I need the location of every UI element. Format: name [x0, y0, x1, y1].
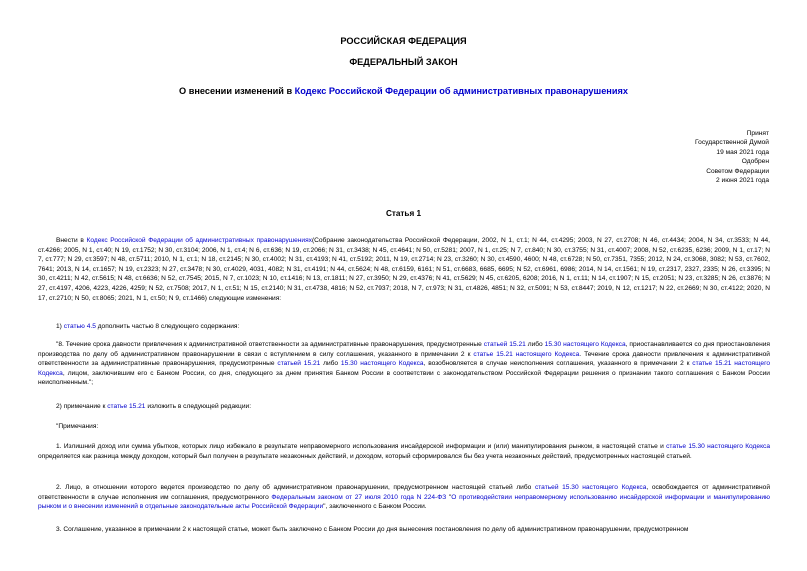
title-prefix: О внесении изменений в [179, 86, 295, 96]
item1-prefix: 1) [56, 323, 64, 330]
part8-text-a: "8. Течение срока давности привлечения к административной ответственности за административные правонарушения, предусмотренные [56, 341, 484, 348]
note2-article-15-30-link[interactable]: статьей 15.30 настоящего Кодекса [534, 484, 647, 491]
part8-text-f: , возобновляется в случае неисполнения соглашения, указанного в примечании 2 к [423, 360, 693, 368]
article-15-21-code-link-2[interactable]: статье 15.21 настоящего Кодекса [38, 360, 771, 377]
insider-law-title-link[interactable]: О противодействии неправомерному использованию инсайдерской информации и манипулированию рынком и о внесении изменений в отдельные законодательные акты Российской Федерации [38, 493, 771, 511]
item2-prefix: 2) примечание к [56, 403, 108, 410]
approved-by: Советом Федерации [706, 167, 769, 175]
article-15-30-link[interactable]: 15.30 настоящего Кодекса [544, 341, 626, 348]
paragraph-notes-heading [38, 422, 770, 432]
article-15-21-link[interactable]: статьей 15.21 [483, 341, 526, 348]
part8-text-g: , лицом, заключившим его с Банком России, со дня, следующего за днем принятия Банком России в соответствии с законодательством Российской Федерации решения о признании такого соглашения с Банком России неисполненным."; [38, 369, 770, 387]
note1-text-a: 1. Излишний доход или сумма убытков, которых лицо избежало в результате неправомерного использования инсайдерской информации и (или) манипулирования рынком, в настоящей статье и [56, 443, 667, 450]
code-link[interactable]: Кодекс Российской Федерации об административных правонарушениях [86, 237, 312, 244]
approved-label: Одобрен [741, 158, 769, 166]
item1-suffix: дополнить частью 8 следующего содержания: [95, 323, 240, 330]
approved-date: 2 июня 2021 года [716, 177, 769, 185]
part8-text-d: . Течение срока давности привлечения к административной ответственности за административные правонарушения, предусмотренные [38, 350, 770, 368]
note1-text-b: определяется как разница между доходом, который был получен в результате незаконных действий, и доходом, который сформировался бы без учета незаконных действий, предусмотренных настоящей статьей. [38, 452, 692, 460]
note-article-15-21-link[interactable]: статье 15.21 [107, 403, 146, 410]
document-type-heading: ФЕДЕРАЛЬНЫЙ ЗАКОН [349, 57, 458, 67]
note2-text-b: , освобождается от административной ответственности в случае исполнения им соглашения, предусмотренного [38, 484, 771, 501]
paragraph-note-2 [38, 483, 770, 512]
article-4-5-link[interactable]: статью 4.5 [63, 323, 96, 330]
note2-text-a: 2. Лицо, в отношении которого ведется производство по делу об административном правонарушении, предусмотренном настоящей статьей либо [56, 484, 535, 491]
paragraph-item-2 [38, 402, 770, 412]
paragraph-item-1 [38, 322, 770, 332]
intro-prefix: Внести в [56, 237, 87, 244]
part8-text-c: , приостанавливается со дня приостановления производства по делу об административном правонарушении в связи с вступлением в силу соглашения, указанного в примечании 2 к [38, 341, 770, 358]
item2-suffix: изложить в следующей редакции: [145, 403, 252, 410]
title-code-link[interactable]: Кодекс Российской Федерации об административных правонарушениях [294, 86, 628, 96]
article-15-21-link-2[interactable]: статьей 15.21 [277, 360, 321, 368]
part8-text-e: либо [320, 360, 341, 368]
note1-article-15-30-link[interactable]: статье 15.30 настоящего Кодекса [666, 443, 770, 450]
adoption-block [569, 129, 769, 185]
document-title [0, 86, 807, 96]
intro-text: (Собрание законодательства Российской Федерации, 2002, N 1, ст.1; N 44, ст.4295; 2003, N 27, ст.2708; N 46, ст.4434; 2004, N 34, ст.3533; N 44, ст.4266; 2005, N 1, ст.40; N 19, ст.1752; N 30, ст.3104; 2006, N 1, ст.4; N 6, ст.636; N 19, ст.2066; N 31, ст.3438; N 45, ст.4641; N 50, ст.5281; 2007, N 1, ст.25; N 7, ст.840; N 30, ст.3755; N 31, ст.4007; 2008, N 52, ст.6235, 6236; 2009, N 1, ст.17; N 7, ст.777; N 29, ст.3597; N 48, ст.5711; 2010, N 1, ст.1; N 18, ст.2145; N 30, ст.4002; N 31, ст.4193; N 41, ст.5192; 2011, N 19, ст.2714; N 23, ст.3260; N 30, ст.4590, 4600; N 48, ст.6728; N 50, ст.7351, 7355; 2012, N 24, ст.3068, 3082; N 53, ст.7602, 7641; 2013, N 14, ст.1657; N 19, ст.2323; N 27, ст.3478; N 30, ст.4029, 4031, 4082; N 31, ст.4191; N 44, ст.5624; N 48, ст.6159, 6161; N 51, ст.6683, 6685, 6695; N 52, ст.6961, 6986; 2014, N 14, ст.1561; N 19, ст.2317, 2327, 2335; N 26, ст.3395; N 30, ст.4211; N 42, ст.5615; N 48, ст.6636; N 52, ст.7545; 2015, N 7, ст.1023; N 10, ст.1416; N 13, ст.1811; N 27, ст.3950; N 29, ст.4376; N 41, ст.5629; N 45, ст.6205, 6208; 2016, N 1, ст.11; N 14, ст.1907; N 15, ст.2051; N 23, ст.3285; N 26, ст.3876; N 27, ст.4197, 4206, 4223, 4226, 4259; N 52, ст.7508; 2017, N 1, ст.51; N 15, ст.2140; N 31, ст.4738, 4816; N 52, ст.7937; 2018, N 7, ст.973; N 31, ст.4826, 4851; N 32, ст.5091; N 53, ст.8447; 2019, N 12, ст.1217; N 22, ст.2669; N 30, ст.4122; 2020, N 17, ст.2710; N 50, ст.8065; 2021, N 1, ст.50; N 9, ст.1466) следующие изменения: [38, 237, 770, 302]
notes-heading: "Примечания: [56, 423, 99, 430]
article-title: Статья 1 [385, 209, 422, 218]
paragraph-note-3 [38, 525, 770, 535]
adopted-label: Принят [746, 130, 769, 137]
paragraph-intro [38, 236, 770, 303]
note2-text-d: ", заключенного с Банком России. [323, 503, 427, 511]
article-15-30-link-2[interactable]: 15.30 настоящего Кодекса [340, 360, 424, 368]
note3-text: 3. Соглашение, указанное в примечании 2 к настоящей статье, может быть заключено с Банком России до дня вынесения постановления по делу об административном правонарушении, предусмотренном [56, 526, 689, 533]
federal-law-224-link[interactable]: Федеральным законом от 27 июля 2010 года N 224-ФЗ [271, 493, 447, 501]
adopted-by: Государственной Думой [695, 139, 769, 147]
article-15-21-code-link[interactable]: статье 15.21 настоящего Кодекса [473, 350, 580, 358]
paragraph-part-8 [38, 340, 770, 388]
part8-text-b: либо [525, 341, 545, 348]
paragraph-note-1 [38, 442, 770, 461]
country-heading: РОССИЙСКАЯ ФЕДЕРАЦИЯ [340, 36, 467, 46]
adopted-date: 19 мая 2021 года [716, 148, 769, 156]
note2-text-c: " [446, 493, 452, 501]
